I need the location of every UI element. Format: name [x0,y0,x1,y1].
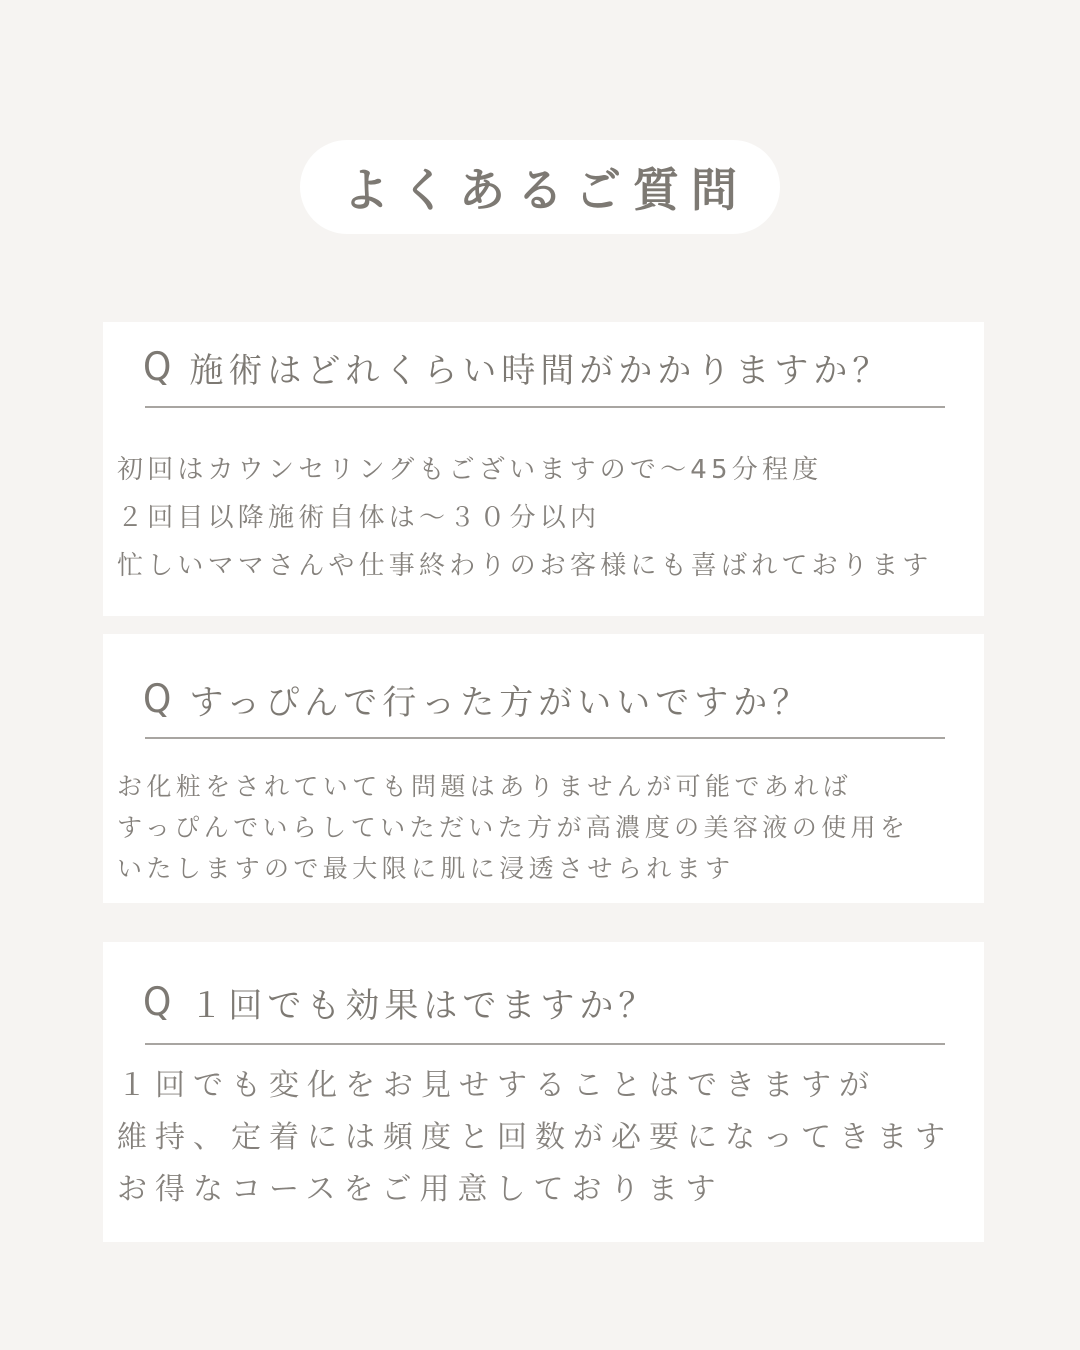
faq-question: すっぴんで行った方がいいですか？ [189,682,812,723]
faq-card-3 [103,942,984,1242]
faq-answer [117,1060,953,1216]
answer-line: お化粧をされていても問題はありませんが可能であれば [117,772,853,801]
q-mark-icon: Q [143,344,172,390]
divider [145,406,945,408]
answer-line: 初回はカウンセリングもございますので〜45分程度 [117,455,823,485]
faq-answer [117,766,909,889]
faq-question-row [143,674,811,724]
faq-answer [117,446,932,590]
faq-card-1 [103,322,984,616]
faq-card-2 [103,634,984,903]
q-mark-icon: Q [143,676,172,722]
answer-line: お得なコースをご用意しております [117,1172,724,1207]
page-title: よくあるご質問 [343,163,749,217]
page-title-pill [300,140,780,234]
faq-question: 施術はどれくらい時間がかかりますか？ [189,350,892,391]
answer-line: １回でも変化をお見せすることはできますが [117,1068,877,1103]
q-mark-icon: Q [143,979,172,1025]
answer-line: いたしますので最大限に肌に浸透させられます [117,854,735,883]
divider [145,737,945,739]
answer-line: 維持、定着には頻度と回数が必要になってきます [117,1120,953,1155]
faq-question-row [143,342,891,392]
answer-line: 忙しいママさんや仕事終わりのお客様にも喜ばれております [117,551,933,581]
faq-question: １回でも効果はでますか？ [189,985,658,1026]
faq-question-row [143,977,657,1027]
answer-line: ２回目以降施術自体は〜３０分以内 [117,503,601,533]
divider [145,1043,945,1045]
answer-line: すっぴんでいらしていただいた方が高濃度の美容液の使用を [117,813,910,842]
